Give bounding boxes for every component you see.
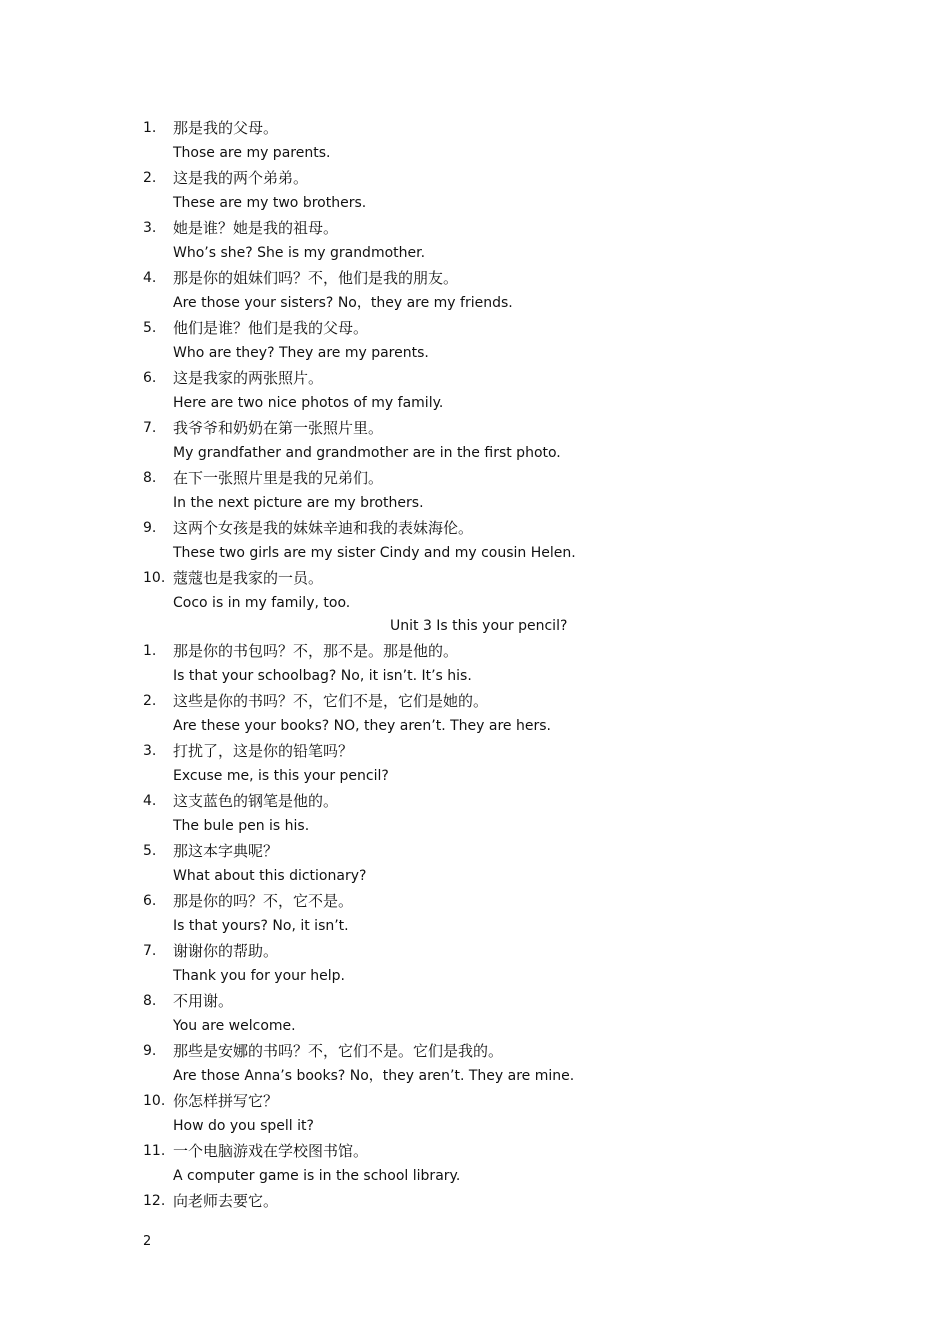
chinese-sentence: 在下一张照片里是我的兄弟们。 bbox=[173, 469, 384, 487]
english-sentence: These two girls are my sister Cindy and my cousin Helen. bbox=[173, 545, 576, 561]
list-item: 8. 在下一张照片里是我的兄弟们。 In the next picture are my brothers. bbox=[0, 466, 950, 516]
chinese-sentence: 这支蓝色的钢笔是他的。 bbox=[173, 792, 339, 810]
chinese-sentence: 那是你的吗？不，它不是。 bbox=[173, 892, 354, 910]
english-sentence: How do you spell it? bbox=[173, 1118, 314, 1134]
list-item: 9. 那些是安娜的书吗？不，它们不是。它们是我的。 Are those Anna’s books? No，they aren’t. They are mine. bbox=[0, 1039, 950, 1089]
english-sentence: Thank you for your help. bbox=[173, 968, 345, 984]
chinese-sentence: 那是你的书包吗？不，那不是。那是他的。 bbox=[173, 642, 459, 660]
chinese-sentence: 她是谁？她是我的祖母。 bbox=[173, 219, 339, 237]
english-sentence: Here are two nice photos of my family. bbox=[173, 395, 444, 411]
english-sentence: Are these your books? NO, they aren’t. They are hers. bbox=[173, 718, 551, 734]
chinese-sentence: 他们是谁？他们是我的父母。 bbox=[173, 319, 369, 337]
list-item: 10. 你怎样拼写它？ How do you spell it? bbox=[0, 1089, 950, 1139]
chinese-sentence: 向老师去要它。 bbox=[173, 1192, 279, 1210]
chinese-sentence: 打扰了，这是你的铅笔吗？ bbox=[173, 742, 354, 760]
english-sentence: Is that yours? No, it isn’t. bbox=[173, 918, 349, 934]
list-item: 12. 向老师去要它。 bbox=[0, 1189, 950, 1214]
list-item: 6. 这是我家的两张照片。 Here are two nice photos of my family. bbox=[0, 366, 950, 416]
list-item: 5. 他们是谁？他们是我的父母。 Who are they? They are my parents. bbox=[0, 316, 950, 366]
sentence-list-unit3 bbox=[0, 639, 950, 1214]
list-item: 4. 这支蓝色的钢笔是他的。 The bule pen is his. bbox=[0, 789, 950, 839]
list-item: 8. 不用谢。 You are welcome. bbox=[0, 989, 950, 1039]
chinese-sentence: 我爷爷和奶奶在第一张照片里。 bbox=[173, 419, 384, 437]
chinese-sentence: 蔻蔻也是我家的一员。 bbox=[173, 569, 324, 587]
list-item: 5. 那这本字典呢？ What about this dictionary? bbox=[0, 839, 950, 889]
list-item: 6. 那是你的吗？不，它不是。 Is that yours? No, it isn’t. bbox=[0, 889, 950, 939]
list-item: 9. 这两个女孩是我的妹妹辛迪和我的表妹海伦。 These two girls are my sister Cindy and my cousin Helen. bbox=[0, 516, 950, 566]
list-item: 1. 那是我的父母。 Those are my parents. bbox=[0, 116, 950, 166]
chinese-sentence: 那是你的姐妹们吗？不，他们是我的朋友。 bbox=[173, 269, 459, 287]
english-sentence: Is that your schoolbag? No, it isn’t. It’s his. bbox=[173, 668, 472, 684]
english-sentence: What about this dictionary? bbox=[173, 868, 367, 884]
chinese-sentence: 这是我的两个弟弟。 bbox=[173, 169, 309, 187]
list-item: 2. 这是我的两个弟弟。 These are my two brothers. bbox=[0, 166, 950, 216]
english-sentence: A computer game is in the school library. bbox=[173, 1168, 461, 1184]
list-item: 3. 她是谁？她是我的祖母。 Who’s she? She is my grandmother. bbox=[0, 216, 950, 266]
list-item: 1. 那是你的书包吗？不，那不是。那是他的。 Is that your schoolbag? No, it isn’t. It’s his. bbox=[0, 639, 950, 689]
english-sentence: Who’s she? She is my grandmother. bbox=[173, 245, 426, 261]
unit-heading: Unit 3 Is this your pencil? bbox=[390, 618, 568, 634]
english-sentence: Are those your sisters? No，they are my friends. bbox=[173, 295, 513, 311]
english-sentence: You are welcome. bbox=[173, 1018, 296, 1034]
english-sentence: These are my two brothers. bbox=[173, 195, 367, 211]
list-item: 2. 这些是你的书吗？不，它们不是，它们是她的。 Are these your books? NO, they aren’t. They are hers. bbox=[0, 689, 950, 739]
chinese-sentence: 一个电脑游戏在学校图书馆。 bbox=[173, 1142, 369, 1160]
chinese-sentence: 这两个女孩是我的妹妹辛迪和我的表妹海伦。 bbox=[173, 519, 474, 537]
list-item: 11. 一个电脑游戏在学校图书馆。 A computer game is in the school library. bbox=[0, 1139, 950, 1189]
list-item: 4. 那是你的姐妹们吗？不，他们是我的朋友。 Are those your sisters? No，they are my friends. bbox=[0, 266, 950, 316]
english-sentence: Are those Anna’s books? No，they aren’t. They are mine. bbox=[173, 1068, 575, 1084]
english-sentence: Those are my parents. bbox=[173, 145, 331, 161]
list-item: 3. 打扰了，这是你的铅笔吗？ Excuse me, is this your pencil? bbox=[0, 739, 950, 789]
chinese-sentence: 那是我的父母。 bbox=[173, 119, 279, 137]
english-sentence: Coco is in my family, too. bbox=[173, 595, 351, 611]
english-sentence: In the next picture are my brothers. bbox=[173, 495, 424, 511]
english-sentence: Who are they? They are my parents. bbox=[173, 345, 429, 361]
chinese-sentence: 不用谢。 bbox=[173, 992, 234, 1010]
english-sentence: The bule pen is his. bbox=[173, 818, 310, 834]
chinese-sentence: 你怎样拼写它？ bbox=[173, 1092, 279, 1110]
chinese-sentence: 谢谢你的帮助。 bbox=[173, 942, 279, 960]
list-item: 7. 谢谢你的帮助。 Thank you for your help. bbox=[0, 939, 950, 989]
sentence-list-family bbox=[0, 116, 950, 616]
chinese-sentence: 这些是你的书吗？不，它们不是，它们是她的。 bbox=[173, 692, 489, 710]
list-item: 10. 蔻蔻也是我家的一员。 Coco is in my family, too. bbox=[0, 566, 950, 616]
chinese-sentence: 那些是安娜的书吗？不，它们不是。它们是我的。 bbox=[173, 1042, 504, 1060]
chinese-sentence: 那这本字典呢？ bbox=[173, 842, 279, 860]
english-sentence: My grandfather and grandmother are in the first photo. bbox=[173, 445, 561, 461]
chinese-sentence: 这是我家的两张照片。 bbox=[173, 369, 324, 387]
english-sentence: Excuse me, is this your pencil? bbox=[173, 768, 389, 784]
list-item: 7. 我爷爷和奶奶在第一张照片里。 My grandfather and grandmother are in the first photo. bbox=[0, 416, 950, 466]
page-number: 2 bbox=[143, 1234, 152, 1249]
